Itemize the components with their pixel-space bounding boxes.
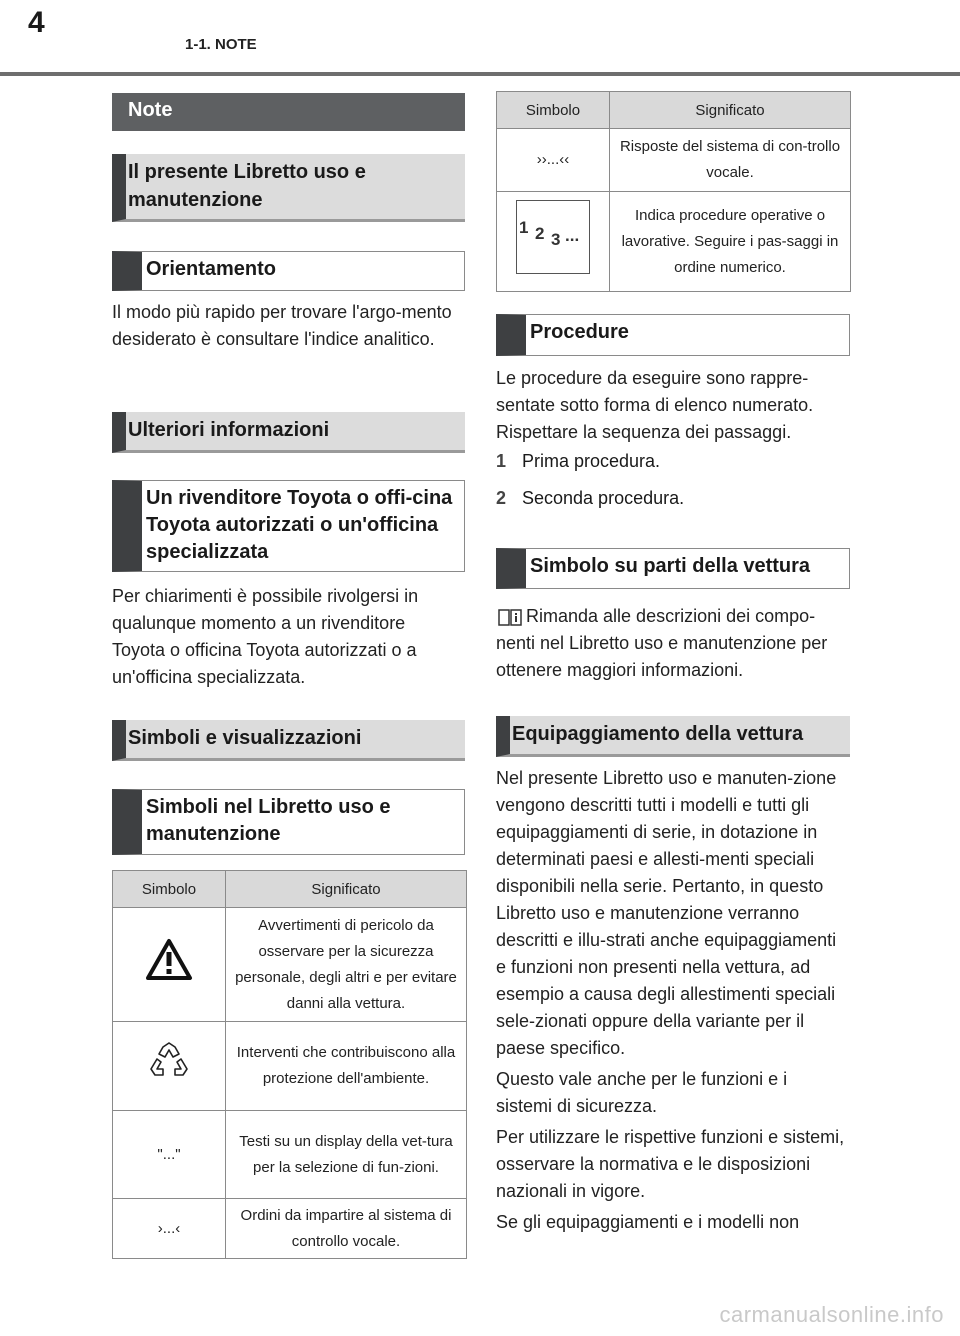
step-digit: 1 bbox=[519, 218, 529, 237]
step-number: 1 bbox=[496, 451, 507, 471]
libretto-heading: Il presente Libretto uso e manutenzione bbox=[112, 154, 465, 222]
table-row bbox=[497, 192, 851, 292]
step-digit: 2 bbox=[535, 224, 545, 243]
simboli-libretto-heading: Simboli nel Libretto uso e manutenzione bbox=[112, 789, 465, 855]
equip-heading: Equipaggiamento della vettura bbox=[496, 716, 850, 757]
header-rule bbox=[0, 72, 960, 76]
meaning-cell: Ordini da impartire al sistema di controllo vocale. bbox=[226, 1199, 467, 1259]
procedure-step bbox=[496, 448, 846, 475]
table-row bbox=[113, 908, 467, 1022]
recycle-icon bbox=[147, 1070, 191, 1087]
rivenditore-heading: Un rivenditore Toyota o offi-cina Toyota autorizzati o un'officina specializzata bbox=[112, 480, 465, 572]
simboli-heading: Simboli e visualizzazioni bbox=[112, 720, 465, 761]
col-header-symbol: Simbolo bbox=[497, 92, 610, 129]
symbols-table-right bbox=[496, 91, 851, 292]
meaning-cell: Testi su un display della vet-tura per la selezione di fun-zioni. bbox=[226, 1111, 467, 1199]
book-info-icon bbox=[497, 607, 523, 632]
table-header-row bbox=[497, 92, 851, 129]
rivenditore-text: Per chiarimenti è possibile rivolgersi in qualunque momento a un rivenditore Toyota o officina Toyota autorizzati o a un'officina specializzata. bbox=[112, 586, 419, 687]
symbol-cell: "..." bbox=[113, 1111, 226, 1199]
step-number: 2 bbox=[496, 488, 507, 508]
ulteriori-heading: Ulteriori informazioni bbox=[112, 412, 465, 453]
meaning-cell: Avvertimenti di pericolo da osservare per la sicurezza personale, degli altri e per evitare danni alla vettura. bbox=[226, 908, 467, 1022]
step-text: Prima procedura. bbox=[522, 451, 661, 471]
procedure-text: Le procedure da eseguire sono rappre-sentate sotto forma di elenco numerato. Rispettare la sequenza dei passaggi. bbox=[496, 368, 814, 442]
meaning-cell: Interventi che contribuiscono alla protezione dell'ambiente. bbox=[226, 1022, 467, 1111]
equip-paragraph: Nel presente Libretto uso e manuten-zione vengono descritti tutti i modelli e tutti gli equipaggiamenti di serie, in dotazione in determinati paesi e allesti-menti speciali disponibili nella serie. Pertanto, in questo Libretto uso e manutenzione verranno descritti e illu-strati anche equipaggiamenti e funzioni non presenti nella vettura, ad esempio a causa degli allestimenti speciali sele-zionati oppure della variante per il paese specifico. bbox=[496, 768, 837, 1058]
section-label: 1-1. NOTE bbox=[185, 36, 257, 53]
table-row bbox=[113, 1111, 467, 1199]
procedure-step bbox=[496, 485, 846, 512]
equip-paragraph: Se gli equipaggiamenti e i modelli non bbox=[496, 1212, 800, 1232]
parti-heading: Simbolo su parti della vettura bbox=[496, 548, 850, 589]
warning-triangle-icon bbox=[145, 969, 193, 986]
table-row bbox=[497, 129, 851, 192]
step-text: Seconda procedura. bbox=[522, 488, 685, 508]
symbol-cell: ››...‹‹ bbox=[497, 129, 610, 192]
symbol-cell: ›...‹ bbox=[113, 1199, 226, 1259]
footer-watermark[interactable]: carmanualsonline.info bbox=[719, 1302, 944, 1327]
symbols-table-left bbox=[112, 870, 467, 1259]
orientamento-text: Il modo più rapido per trovare l'argo-mento desiderato è consultare l'indice analitico. bbox=[112, 302, 452, 349]
col-header-symbol: Simbolo bbox=[113, 871, 226, 908]
col-header-meaning: Significato bbox=[226, 871, 467, 908]
parti-text: Rimanda alle descrizioni dei compo-nenti nel Libretto uso e manutenzione per ottenere maggiori informazioni. bbox=[496, 606, 828, 680]
meaning-cell: Risposte del sistema di con-trollo vocale. bbox=[610, 129, 851, 192]
equip-paragraph: Per utilizzare le rispettive funzioni e sistemi, osservare la normativa e le disposizioni nazionali in vigore. bbox=[496, 1127, 845, 1201]
orientamento-heading: Orientamento bbox=[112, 251, 465, 291]
procedure-heading: Procedure bbox=[496, 314, 850, 356]
equip-paragraph: Questo vale anche per le funzioni e i sistemi di sicurezza. bbox=[496, 1069, 788, 1116]
page-number: 4 bbox=[28, 6, 45, 39]
step-digit: 3 bbox=[551, 230, 561, 249]
step-digit: ... bbox=[565, 226, 580, 245]
numbered-steps-icon bbox=[516, 200, 590, 274]
col-header-meaning: Significato bbox=[610, 92, 851, 129]
table-header-row bbox=[113, 871, 467, 908]
note-heading: Note bbox=[112, 93, 465, 131]
meaning-cell: Indica procedure operative o lavorative. Seguire i pas-saggi in ordine numerico. bbox=[610, 192, 851, 292]
table-row bbox=[113, 1199, 467, 1259]
table-row bbox=[113, 1022, 467, 1111]
equip-text-block bbox=[496, 765, 846, 1236]
